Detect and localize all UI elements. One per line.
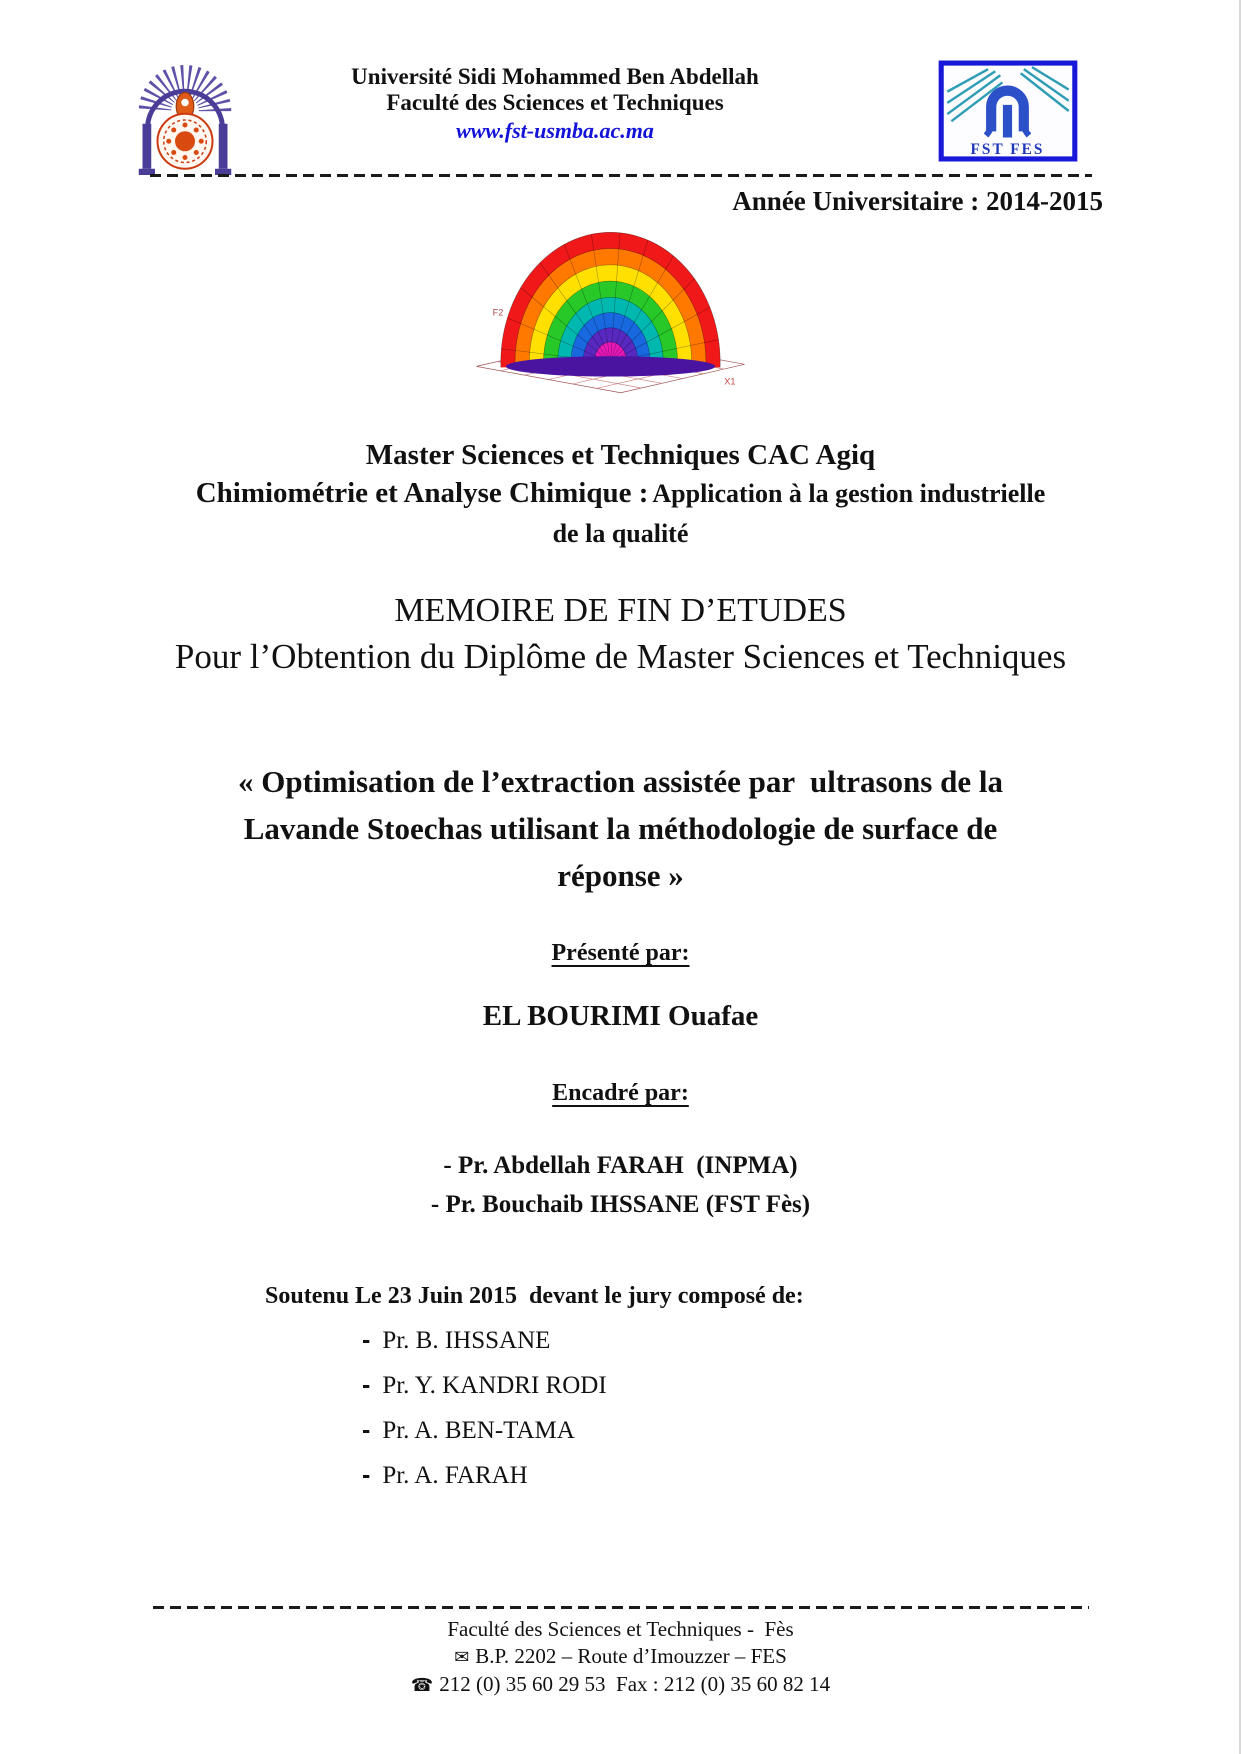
plot-x-axis-label: X1 <box>724 376 736 387</box>
plot-dome-base <box>506 356 715 376</box>
footer-divider <box>153 1606 1089 1609</box>
author-name: EL BOURIMI Ouafae <box>482 1000 759 1032</box>
thesis-title <box>0 758 1241 899</box>
jury-member: - Pr. A. FARAH <box>362 1461 528 1489</box>
memoire-heading <box>0 588 1241 680</box>
emblem-pillar-right <box>219 124 228 169</box>
jury-member: - Pr. B. IHSSANE <box>362 1326 551 1354</box>
program-line2 <box>0 475 1241 516</box>
supervisor-2: - Pr. Bouchaib IHSSANE (FST Fès) <box>430 1191 811 1218</box>
supervised-by-label: Encadré par: <box>552 1080 689 1106</box>
response-surface-plot <box>468 214 753 407</box>
thesis-title-line2: Lavande Stoechas utilisant la méthodologie de surface de <box>243 811 998 846</box>
list-dash: - <box>362 1371 371 1399</box>
program-line3: de la qualité <box>552 519 689 548</box>
plot-y-axis-label: F2 <box>492 307 504 318</box>
emblem-pillar-left <box>143 124 152 169</box>
website-link[interactable]: www.fst-usmba.ac.ma <box>456 118 654 143</box>
jury-member: - Pr. A. BEN-TAMA <box>362 1416 575 1444</box>
defense-intro: Soutenu Le 23 Juin 2015 devant le jury composé de: <box>265 1283 804 1309</box>
footer-faculty: Faculté des Sciences et Techniques - Fès <box>447 1617 794 1641</box>
university-name: Université Sidi Mohammed Ben Abdellah <box>351 64 759 89</box>
program-heading <box>0 436 1241 552</box>
thesis-title-line1: « Optimisation de l’extraction assistée par ultrasons de la <box>238 764 1003 799</box>
academic-year: Année Universitaire : 2014-2015 <box>732 186 1103 216</box>
list-dash: - <box>362 1326 371 1354</box>
thesis-title-line3: réponse » <box>557 858 684 893</box>
program-line2-main: Chimiométrie et Analyse Chimique : <box>195 477 649 509</box>
program-line2-sub: Application à la gestion industrielle <box>652 479 1046 508</box>
mail-icon: ✉ <box>454 1647 470 1668</box>
list-dash: - <box>362 1416 371 1444</box>
fst-logo-text: FST FES <box>970 140 1045 158</box>
usmba-university-logo <box>100 56 270 184</box>
footer <box>0 1616 1241 1699</box>
jury-list <box>362 1326 607 1506</box>
footer-address: ✉ B.P. 2202 – Route d’Imouzzer – FES <box>454 1644 787 1668</box>
supervisors-list <box>0 1146 1241 1224</box>
phone-icon: ☎ <box>410 1675 434 1696</box>
jury-member: - Pr. Y. KANDRI RODI <box>362 1371 607 1399</box>
memoire-subtitle: Pour l’Obtention du Diplôme de Master Sciences et Techniques <box>174 637 1067 676</box>
presented-by-label: Présenté par: <box>551 940 690 966</box>
fst-fes-logo <box>938 60 1078 162</box>
memoire-title: MEMOIRE DE FIN D’ETUDES <box>394 592 847 629</box>
faculty-name: Faculté des Sciences et Techniques <box>386 90 724 115</box>
program-line1: Master Sciences et Techniques CAC Agiq <box>365 439 876 471</box>
footer-phone: ☎ 212 (0) 35 60 29 53 Fax : 212 (0) 35 60 82 14 <box>410 1672 831 1696</box>
header-divider <box>150 174 1092 177</box>
list-dash: - <box>362 1461 371 1489</box>
header <box>270 64 840 144</box>
supervisor-1: - Pr. Abdellah FARAH (INPMA) <box>443 1152 798 1179</box>
